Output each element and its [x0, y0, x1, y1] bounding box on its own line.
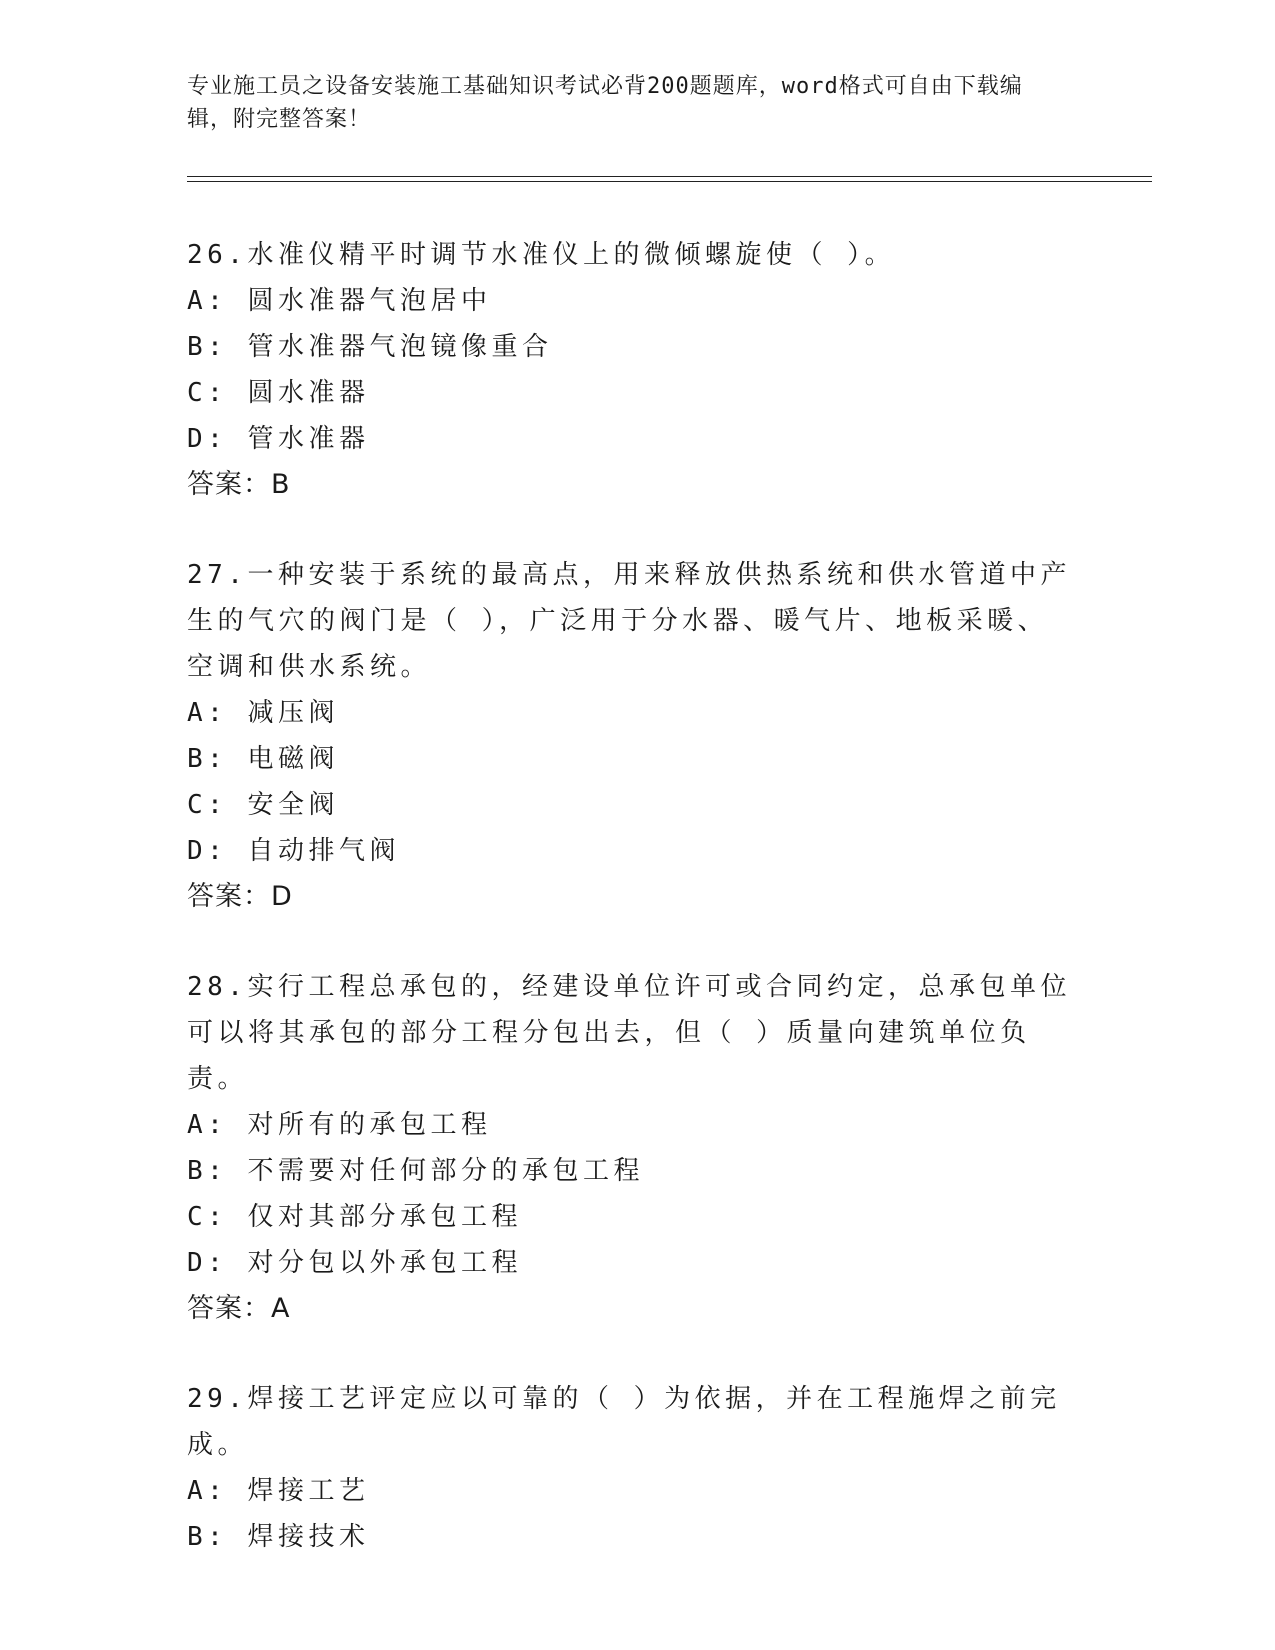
option-c: C: 仅对其部分承包工程 [187, 1202, 522, 1232]
header-title: 专业施工员之设备安装施工基础知识考试必背200题题库，word格式可自由下载编辑，附完整答案！ [187, 74, 1023, 132]
option-a: A: 焊接工艺 [187, 1476, 370, 1506]
question-stem: 27.一种安装于系统的最高点，用来释放供热系统和供水管道中产生的气穴的阀门是（ ），广泛用于分水器、暖气片、地板采暖、空调和供水系统。 [187, 560, 1071, 682]
document-header [187, 70, 1067, 136]
option-d: D: 管水准器 [187, 424, 370, 454]
option-b: B: 电磁阀 [187, 744, 339, 774]
option-c: C: 安全阀 [187, 790, 339, 820]
header-divider-top [187, 176, 1152, 177]
question-stem: 28.实行工程总承包的，经建设单位许可或合同约定，总承包单位可以将其承包的部分工程分包出去，但（ ）质量向建筑单位负责。 [187, 972, 1071, 1094]
option-c: C: 圆水准器 [187, 378, 370, 408]
option-a: A: 圆水准器气泡居中 [187, 286, 492, 316]
question-stem: 29.焊接工艺评定应以可靠的（ ）为依据，并在工程施焊之前完成。 [187, 1384, 1061, 1460]
option-a: A: 对所有的承包工程 [187, 1110, 492, 1140]
answer-label: 答案：B [187, 469, 291, 500]
question-stem: 26.水准仪精平时调节水准仪上的微倾螺旋使（ ）。 [187, 240, 896, 270]
question-28 [187, 964, 1077, 1332]
header-divider-bottom [187, 181, 1152, 182]
question-26 [187, 232, 1077, 508]
option-a: A: 减压阀 [187, 698, 339, 728]
option-d: D: 自动排气阀 [187, 836, 400, 866]
answer-label: 答案：A [187, 1293, 291, 1324]
answer-label: 答案：D [187, 881, 293, 912]
option-b: B: 焊接技术 [187, 1522, 370, 1552]
question-29 [187, 1376, 1077, 1560]
question-list [187, 232, 1077, 1604]
option-b: B: 不需要对任何部分的承包工程 [187, 1156, 644, 1186]
question-27 [187, 552, 1077, 920]
option-b: B: 管水准器气泡镜像重合 [187, 332, 553, 362]
option-d: D: 对分包以外承包工程 [187, 1248, 522, 1278]
